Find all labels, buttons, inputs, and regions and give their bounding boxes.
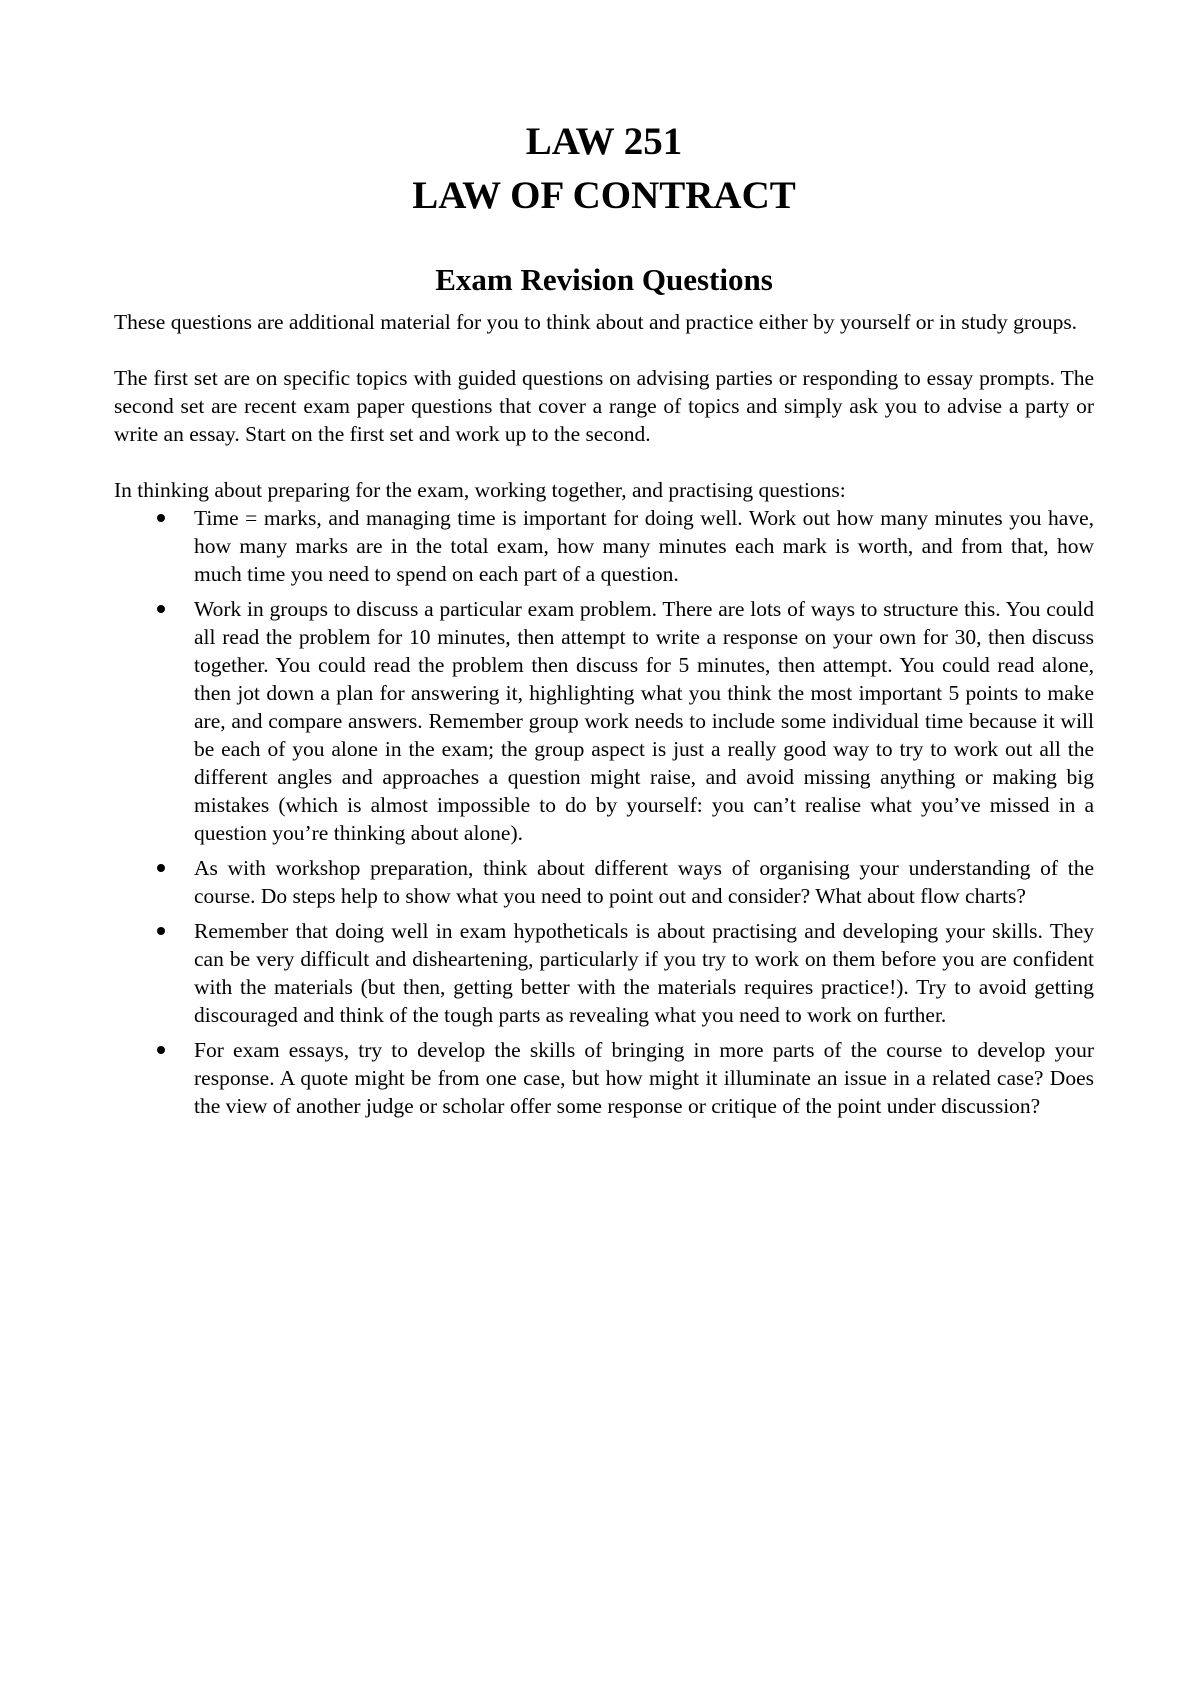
list-item: [114, 854, 1094, 910]
bullet-icon: [157, 514, 165, 522]
bullet-icon: [157, 1046, 165, 1054]
document-heading: Exam Revision Questions: [435, 262, 773, 297]
intro-paragraph: These questions are additional material for you to think about and practice either by yourself or in study groups.: [114, 310, 1078, 334]
list-item: [114, 504, 1094, 588]
list-item: [114, 917, 1094, 1029]
document-page: [114, 116, 1094, 1120]
preparation-paragraph: In thinking about preparing for the exam, working together, and practising questions:: [114, 478, 846, 502]
list-item-text: For exam essays, try to develop the skills of bringing in more parts of the course to develop your response. A quote might be from one case, but how might it illuminate an issue in a related case? Does the view of another judge or scholar offer some response or critique of the point under discussion?: [194, 1038, 1094, 1118]
bullet-icon: [157, 605, 165, 613]
list-item-text: Time = marks, and managing time is important for doing well. Work out how many minutes you have, how many marks are in the total exam, how many minutes each mark is worth, and from that, how much time you need to spend on each part of a question.: [194, 506, 1094, 586]
bullet-icon: [157, 864, 165, 872]
bullet-icon: [157, 927, 165, 935]
course-code: LAW 251: [525, 120, 683, 163]
list-item-text: Remember that doing well in exam hypotheticals is about practising and developing your skills. They can be very difficult and disheartening, particularly if you try to work on them before you are confident with the materials (but then, getting better with the materials requires practice!). Try to avoid getting discouraged and think of the tough parts as revealing what you need to work on further.: [194, 919, 1094, 1027]
list-item-text: As with workshop preparation, think about different ways of organising your understanding of the course. Do steps help to show what you need to point out and consider? What about flow charts?: [194, 856, 1094, 908]
list-item-text: Work in groups to discuss a particular exam problem. There are lots of ways to structure this. You could all read the problem for 10 minutes, then attempt to write a response on your own for 30, then discuss together. You could read the problem then discuss for 5 minutes, then attempt. You could read alone, then jot down a plan for answering it, highlighting what you think the most important 5 points to make are, and compare answers. Remember group work needs to include some individual time because it will be each of you alone in the exam; the group aspect is just a really good way to try to work out all the different angles and approaches a question might raise, and avoid missing anything or making big mistakes (which is almost impossible to do by yourself: you can’t realise what you’ve missed in a question you’re thinking about alone).: [194, 597, 1094, 845]
course-title: LAW OF CONTRACT: [412, 174, 796, 217]
list-item: [114, 595, 1094, 847]
sets-paragraph: The first set are on specific topics with guided questions on advising parties or responding to essay prompts. The second set are recent exam paper questions that cover a range of topics and simply ask you to advise a party or write an essay. Start on the first set and work up to the second.: [114, 366, 1094, 446]
list-item: [114, 1036, 1094, 1120]
tips-list: [114, 504, 1094, 1120]
